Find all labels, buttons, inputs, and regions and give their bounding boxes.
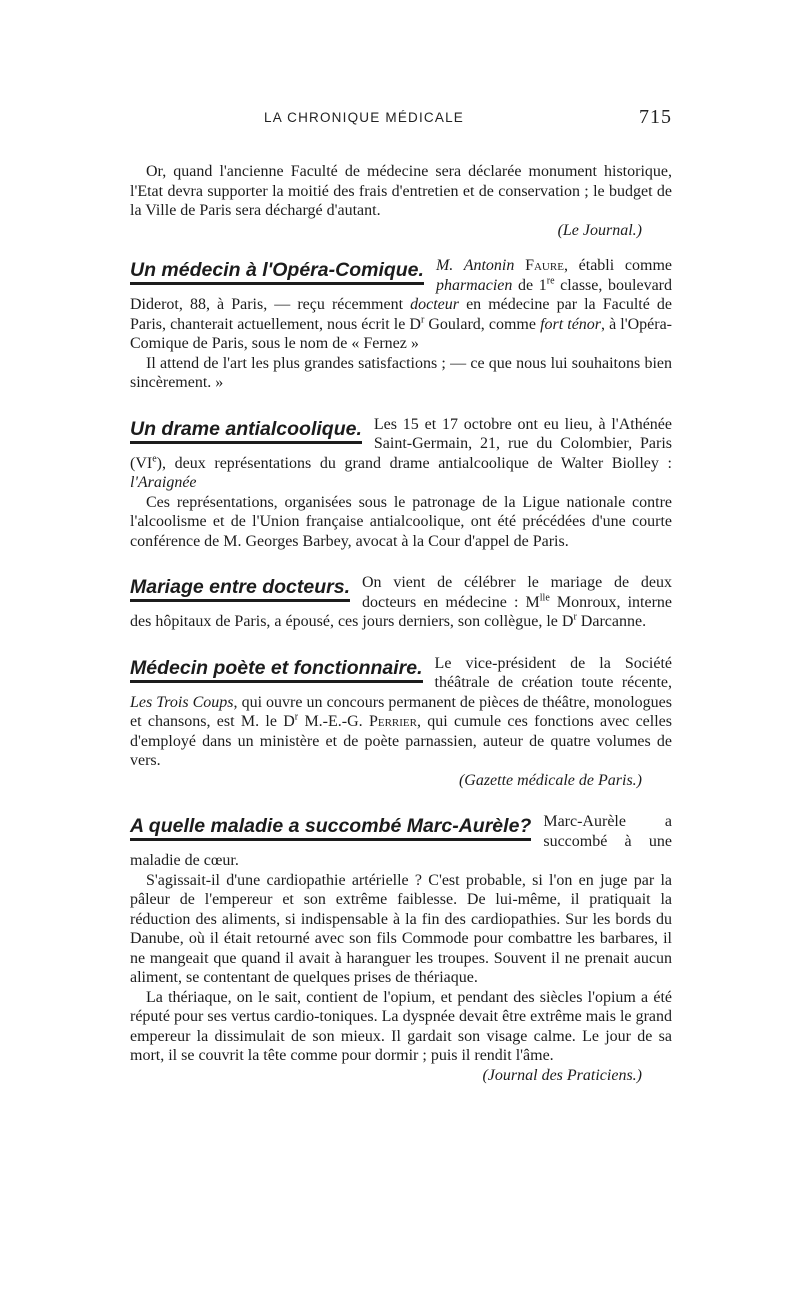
intro-paragraph: Or, quand l'ancienne Faculté de médecine sera déclarée monument historique, l'Etat devra supporter la moitié des frais d'entretien et de conservation ; le budget de la Ville de Paris sera déchargé d'autant.	[130, 163, 672, 219]
section-paragraph: La thériaque, on le sait, contient de l'opium, et pendant des siècles l'opium a été réputé pour ses vertus cardio-toniques. La dyspnée devait être extrême mais le grand empereur la dissimulait de son mieux. Il gardait son visage calme. Le jour de sa mort, il se couvrit la tête comme pour dormir ; puis il rendit l'âme.	[130, 988, 672, 1064]
intro-source: (Le Journal.)	[557, 221, 642, 239]
section-paragraph: Les 15 et 17 octobre ont eu lieu, à l'Athénée Saint-Germain, 21, rue du Colombier, Paris (VIe), deux représentations du grand drame antialcoolique de Walter Biolley : l'Araignée	[130, 415, 672, 491]
section-paragraph: On vient de célébrer le mariage de deux docteurs en médecine : $M^{lle}$ Monroux, interne des hôpitaux de Paris, a épousé, ces jours derniers, son collègue, le $D^r$ Darcanne.	[130, 574, 672, 630]
section-paragraph: Marc-Aurèle a succombé à une maladie de cœur.	[130, 813, 672, 869]
section-source: (Gazette médicale de Paris.)	[458, 771, 642, 789]
section-heading: Un drame antialcoolique.	[130, 419, 362, 444]
section-marc-aurele	[130, 812, 672, 1085]
section-heading: Médecin poète et fonctionnaire.	[130, 658, 423, 683]
section-heading: Mariage entre docteurs.	[130, 577, 350, 602]
section-source: (Journal des Praticiens.)	[482, 1066, 642, 1084]
article-body	[130, 162, 672, 1085]
section-paragraph: S'agissait-il d'une cardiopathie artérielle ? C'est probable, si l'on en juge par la pâleur de l'empereur et son extrême faiblesse. De lui-même, il pratiquait la réduction des aliments, si indispensable à la fin des cardiopathies. Sur les bords du Danube, où il était retourné avec son fils Commode pour combattre les barbares, il ne mangeait que quand il avait à haranguer les troupes. Souvent il ne prenait aucun aliment, se contentant de quelques prises de thériaque.	[130, 871, 672, 986]
section-medecin-poete	[130, 654, 672, 791]
section-heading: A quelle maladie a succombé Marc-Aurèle?	[130, 816, 531, 841]
section-heading: Un médecin à l'Opéra-Comique.	[130, 260, 424, 285]
section-paragraph: Le vice-président de la Société théâtrale de création toute récente, Les Trois Coups, qui ouvre un concours permanent de pièces de théâtre, monologues et chansons, est M. le $D^r$ M.-E.-G. Perrier, qui cumule ces fonctions avec celles d'employé dans un ministère et de poète parnassien, auteur de quatre volumes de vers.	[130, 654, 672, 769]
section-medecin-opera	[130, 256, 672, 393]
page-number: 715	[639, 106, 672, 128]
journal-title: LA CHRONIQUE MÉDICALE	[264, 110, 464, 125]
section-paragraph: Il attend de l'art les plus grandes satisfactions ; — ce que nous lui souhaitons bien sincèrement. »	[130, 354, 672, 391]
section-mariage-docteurs	[130, 573, 672, 632]
section-paragraph: M. Antonin Faure, établi comme pharmacien de 1re classe, boulevard Diderot, 88, à Paris, — reçu récemment docteur en médecine par la Faculté de Paris, chanterait actuellement, nous écrit le $D^r$ Goulard, comme fort ténor, à l'Opéra-Comique de Paris, sous le nom de « Fernez »	[130, 257, 673, 352]
running-header	[130, 106, 670, 132]
section-paragraph: Ces représentations, organisées sous le patronage de la Ligue nationale contre l'alcoolisme et de l'Union française antialcoolique, ont été précédées d'une courte conférence de M. Georges Barbey, avocat à la Cour d'appel de Paris.	[130, 493, 672, 550]
section-drame-antialcoolique	[130, 415, 672, 552]
intro-block	[130, 162, 672, 240]
